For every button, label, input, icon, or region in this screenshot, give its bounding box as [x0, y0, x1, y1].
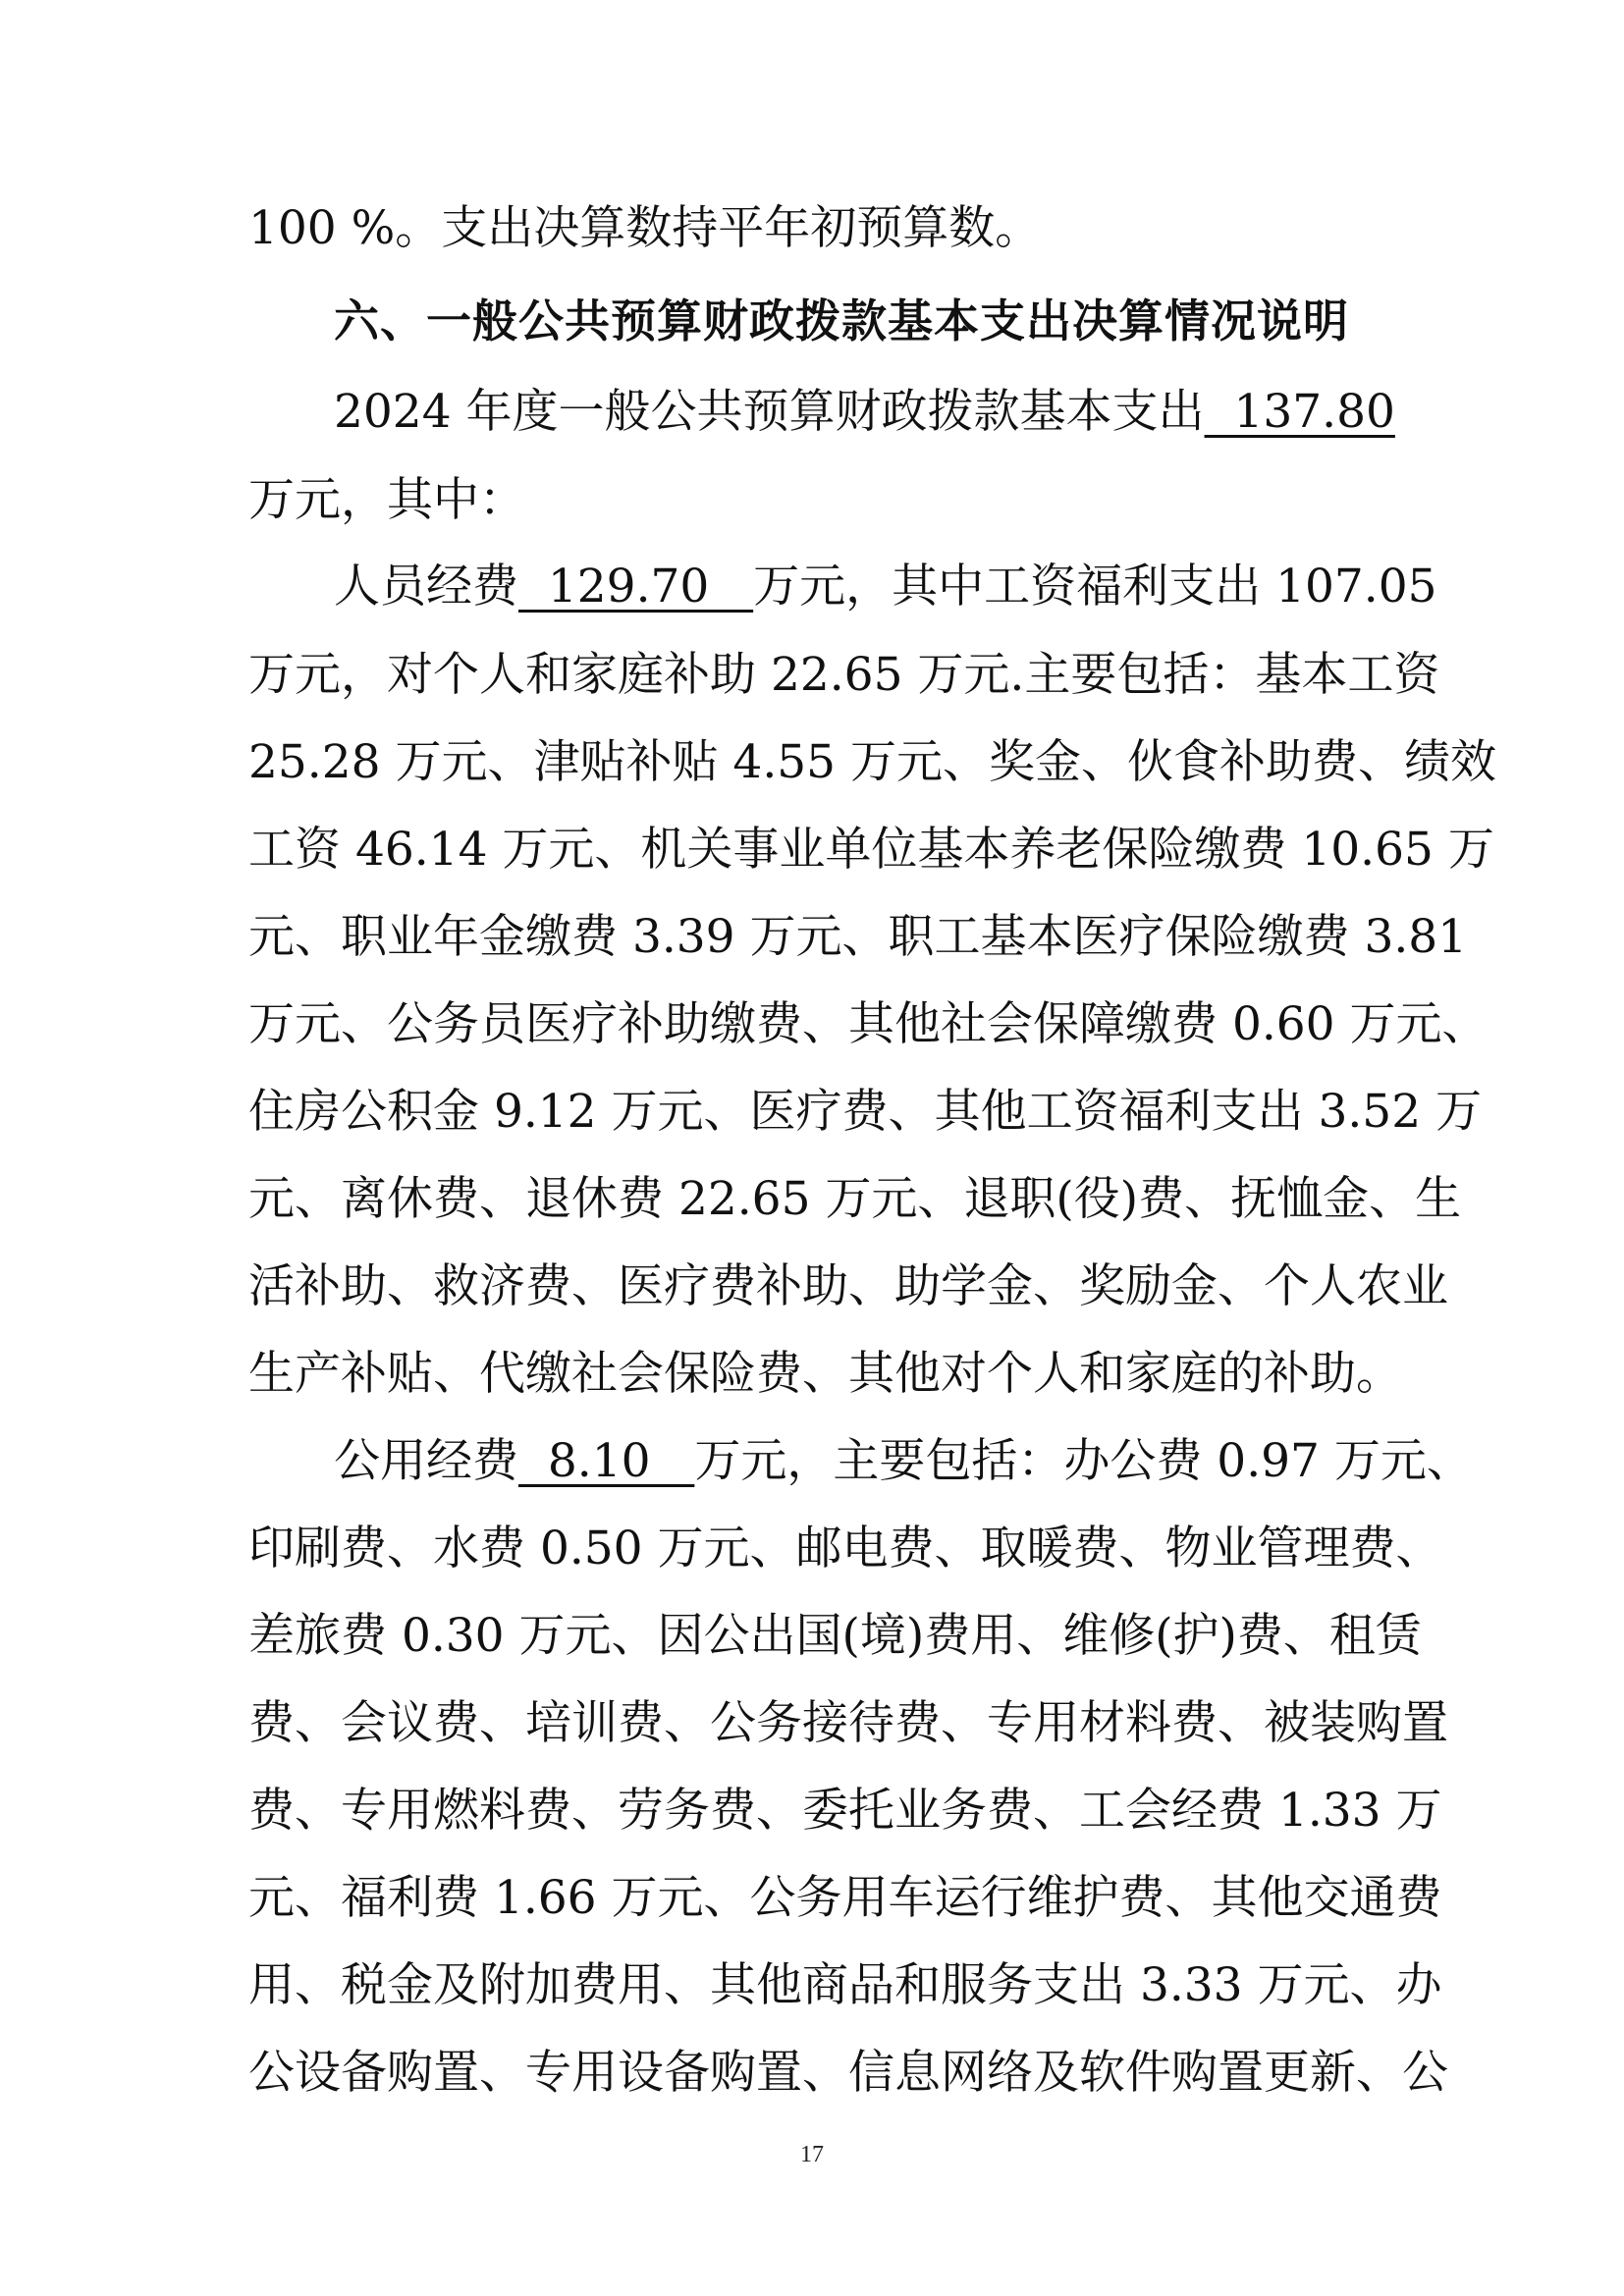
personnel-line: 25.28 万元、津贴补贴 4.55 万元、奖金、伙食补助费、绩效: [248, 735, 1497, 789]
summary-line: [334, 373, 1395, 452]
page-number: 17: [800, 2142, 824, 2167]
public-amount: 8.10: [518, 1434, 695, 1488]
personnel-suffix: 万元，其中工资福利支出 107.05: [753, 560, 1437, 614]
personnel-line: 元、职业年金缴费 3.39 万元、职工基本医疗保险缴费 3.81: [248, 910, 1468, 964]
public-first-line: [334, 1422, 1473, 1501]
personnel-line: 住房公积金 9.12 万元、医疗费、其他工资福利支出 3.52 万: [248, 1085, 1483, 1139]
summary-prefix: 2024 年度一般公共预算财政拨款基本支出: [334, 385, 1205, 439]
public-line: 费、专用燃料费、劳务费、委托业务费、工会经费 1.33 万: [248, 1784, 1442, 1838]
summary-amount: 137.80: [1204, 385, 1395, 439]
personnel-line: 万元、公务员医疗补助缴费、其他社会保障缴费 0.60 万元、: [248, 997, 1489, 1051]
public-line: 元、福利费 1.66 万元、公务用车运行维护费、其他交通费: [248, 1871, 1442, 1925]
personnel-prefix: 人员经费: [334, 560, 518, 614]
public-line: 印刷费、水费 0.50 万元、邮电费、取暖费、物业管理费、: [248, 1522, 1442, 1575]
personnel-line: 万元，对个人和家庭补助 22.65 万元.主要包括：基本工资: [248, 648, 1440, 702]
public-line: 差旅费 0.30 万元、因公出国(境)费用、维修(护)费、租赁: [248, 1609, 1422, 1663]
intro-line: 100 %。支出决算数持平年初预算数。: [248, 201, 1042, 255]
personnel-amount: 129.70: [518, 560, 754, 614]
public-line: 费、会议费、培训费、公务接待费、专用材料费、被装购置: [248, 1696, 1448, 1750]
personnel-line: 生产补贴、代缴社会保险费、其他对个人和家庭的补助。: [248, 1347, 1402, 1401]
public-prefix: 公用经费: [334, 1434, 518, 1488]
summary-continuation: 万元，其中：: [248, 473, 525, 527]
personnel-first-line: [334, 548, 1437, 626]
personnel-line: 工资 46.14 万元、机关事业单位基本养老保险缴费 10.65 万: [248, 823, 1494, 877]
public-line: 用、税金及附加费用、其他商品和服务支出 3.33 万元、办: [248, 1958, 1442, 2012]
section-heading: 六、一般公共预算财政拨款基本支出决算情况说明: [334, 294, 1349, 347]
public-line: 公设备购置、专用设备购置、信息网络及软件购置更新、公: [248, 2046, 1448, 2100]
personnel-line: 元、离休费、退休费 22.65 万元、退职(役)费、抚恤金、生: [248, 1172, 1462, 1226]
public-suffix: 万元，主要包括：办公费 0.97 万元、: [694, 1434, 1473, 1488]
personnel-line: 活补助、救济费、医疗费补助、助学金、奖励金、个人农业: [248, 1259, 1448, 1313]
